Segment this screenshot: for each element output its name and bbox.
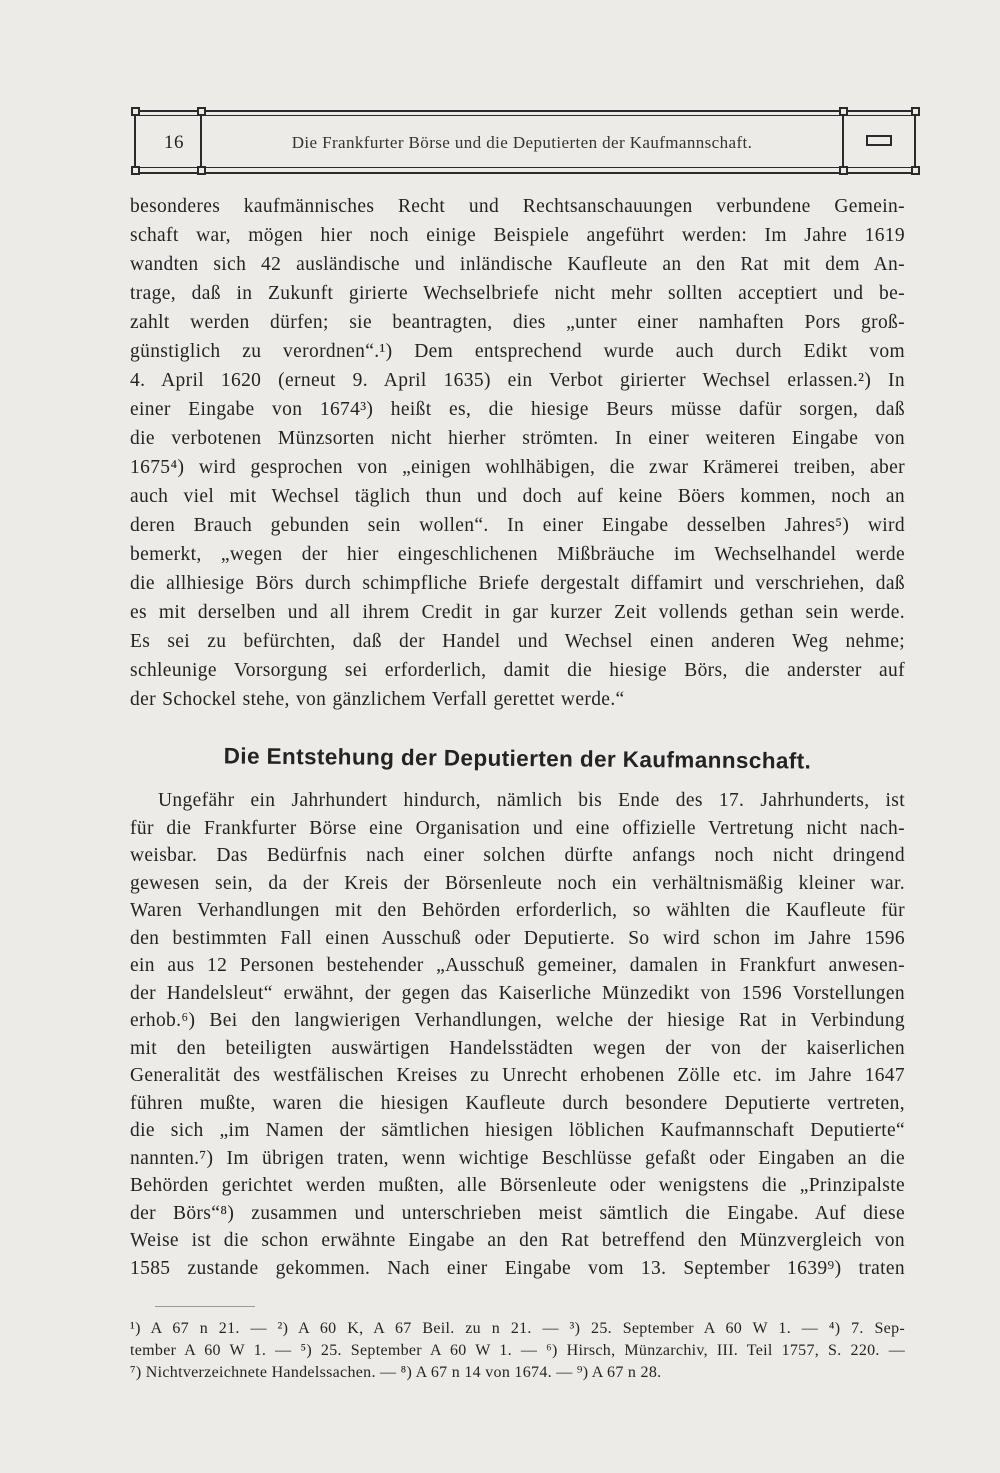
text-line: schaft war, mögen hier noch einige Beispiele angeführt werden: Im Jahre 1619 [130, 225, 905, 246]
text-line: einer Eingabe von 1674³) heißt es, die hiesige Beurs müsse dafür sorgen, daß [130, 399, 905, 420]
text-line: Ungefähr ein Jahrhundert hindurch, nämlich bis Ende des 17. Jahrhunderts, ist [158, 790, 905, 811]
text-line: zahlt werden dürfen; sie beantragten, dies „unter einer namhaften Pors groß- [130, 312, 905, 333]
corner-ornament [197, 107, 206, 116]
text-line: der Handelsleut“ erwähnt, der gegen das Kaiserliche Münzedikt von 1596 Vorstellungen [130, 982, 905, 1004]
text-line: 1585 zustande gekommen. Nach einer Eingabe vom 13. September 1639⁹) traten [130, 1257, 905, 1279]
text-line: der Schockel stehe, von gänzlichem Verfall gerettet werde.“ [130, 689, 625, 710]
text-line: mit den beteiligten auswärtigen Handelsstädten wegen der von der kaiserlichen [130, 1037, 905, 1059]
running-head [134, 110, 916, 174]
text-line: die verbotenen Münzsorten nicht hierher strömten. In einer weiteren Eingabe von [130, 428, 905, 449]
header-bottom-rule [134, 172, 916, 174]
footnote-line: ¹) A 67 n 21. — ²) A 60 K, A 67 Beil. zu n 21. — ³) 25. September A 60 W 1. — ⁴) 7. Sep- [130, 1320, 905, 1337]
corner-ornament [131, 107, 140, 116]
text-line: trage, daß in Zukunft girierte Wechselbriefe nicht mehr sollten acceptiert und be- [130, 283, 905, 304]
header-right-border [914, 110, 916, 174]
text-line: führen mußte, waren die hiesigen Kaufleute durch besondere Deputierte vertreten, [130, 1092, 905, 1114]
slot-ornament [866, 135, 892, 146]
corner-ornament [911, 166, 920, 175]
text-line: Behörden gerichtet werden mußten, alle Börsenleute oder wenigstens die „Prinzipalste [130, 1175, 905, 1196]
text-line: die allhiesige Börs durch schimpfliche Briefe dergestalt diffamirt und verschriehen, daß [130, 573, 905, 594]
text-line: für die Frankfurter Börse eine Organisation und eine offizielle Vertretung nicht nach- [130, 817, 905, 839]
text-line: Generalität des westfälischen Kreises zu Unrecht erhobenen Zölle etc. im Jahre 1647 [130, 1065, 905, 1086]
footnote-line: tember A 60 W 1. — ⁵) 25. September A 60 W 1. — ⁶) Hirsch, Münzarchiv, III. Teil 1757, S. 220. — [130, 1342, 905, 1359]
text-line: besonderes kaufmännisches Recht und Rechtsanschauungen verbundene Gemein- [130, 196, 905, 217]
text-line: 1675⁴) wird gesprochen von „einigen wohlhäbigen, die zwar Krämerei treiben, aber [130, 457, 905, 478]
section-heading: Die Entstehung der Deputierten der Kaufmannschaft. [223, 743, 812, 774]
text-line: deren Brauch gebunden sein wollen“. In einer Eingabe desselben Jahres⁵) wird [130, 515, 905, 536]
text-line: schleunige Vorsorgung sei erforderlich, damit die hiesige Börs, die anderster auf [130, 660, 905, 681]
header-ornament-divider [842, 110, 844, 174]
footnote-rule [155, 1306, 255, 1307]
text-line: es mit derselben und all ihrem Credit in gar kurzer Zeit vollends gethan sein werde. [130, 602, 905, 623]
text-line: die sich „im Namen der sämtlichen hiesigen löblichen Kaufmannschaft Deputierte“ [130, 1120, 905, 1141]
header-top-inner-rule [134, 115, 916, 116]
text-line: erhob.⁶) Bei den langwierigen Verhandlungen, welche der hiesige Rat in Verbindung [130, 1010, 905, 1031]
text-line: auch viel mit Wechsel täglich thun und doch auf keine Böers kommen, noch an [130, 486, 905, 507]
text-line: ein aus 12 Personen bestehender „Ausschuß gemeiner, damalen in Frankfurt anwesen- [130, 955, 905, 976]
header-left-border [134, 110, 136, 174]
text-line: Es sei zu befürchten, daß der Handel und Wechsel einen anderen Weg nehme; [130, 631, 905, 652]
text-line: Weise ist die schon erwähnte Eingabe an den Rat betreffend den Münzvergleich von [130, 1230, 905, 1251]
running-title: Die Frankfurter Börse und die Deputierten der Kaufmannschaft. [291, 133, 753, 152]
footnote-line: ⁷) Nichtverzeichnete Handelssachen. — ⁸) A 67 n 14 von 1674. — ⁹) A 67 n 28. [130, 1364, 662, 1381]
text-line: 4. April 1620 (erneut 9. April 1635) ein Verbot girierter Wechsel erlassen.²) In [130, 370, 905, 391]
corner-ornament [197, 166, 206, 175]
corner-ornament [911, 107, 920, 116]
text-line: der Börs“⁸) zusammen und unterschrieben meist sämtlich die Eingabe. Auf diese [130, 1202, 905, 1224]
text-line: Waren Verhandlungen mit den Behörden erforderlich, so wählten die Kaufleute für [130, 900, 905, 921]
text-line: wandten sich 42 ausländische und inländische Kaufleute an den Rat mit dem An- [130, 254, 905, 275]
text-line: günstiglich zu verordnen“.¹) Dem entsprechend wurde auch durch Edikt vom [130, 341, 905, 362]
header-bottom-inner-rule [134, 167, 916, 168]
text-line: den bestimmten Fall einen Ausschuß oder Deputierte. So wird schon im Jahre 1596 [130, 927, 905, 949]
header-top-rule [134, 110, 916, 112]
corner-ornament [131, 166, 140, 175]
text-line: weisbar. Das Bedürfnis nach einer solchen dürfte anfangs noch nicht dringend [130, 845, 905, 866]
text-line: gewesen sein, da der Kreis der Börsenleute noch ein verhältnismäßig kleiner war. [130, 872, 905, 894]
text-line: nannten.⁷) Im übrigen traten, wenn wichtige Beschlüsse gefaßt oder Eingaben an die [130, 1147, 905, 1169]
corner-ornament [839, 166, 848, 175]
page-number: 16 [164, 132, 184, 153]
corner-ornament [839, 107, 848, 116]
text-line: bemerkt, „wegen der hier eingeschlichenen Mißbräuche im Wechselhandel werde [130, 544, 905, 565]
